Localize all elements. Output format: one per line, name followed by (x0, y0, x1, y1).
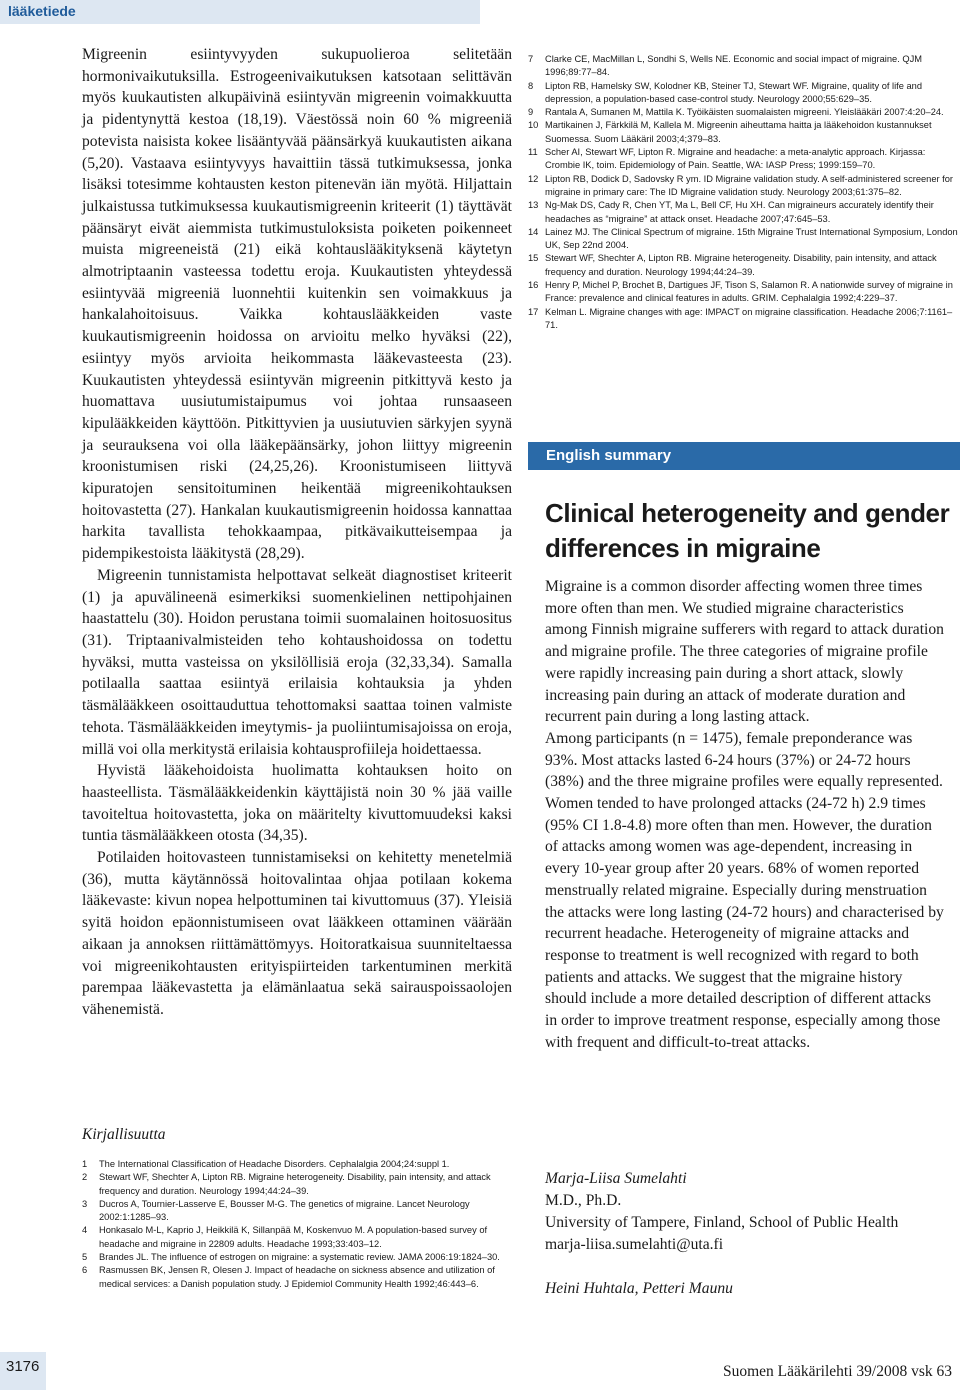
reference-text: Lainez MJ. The Clinical Spectrum of migraine. 15th Migraine Trust International Symposium, London UK, Sep 22nd 2004. (545, 226, 958, 251)
summary-title: Clinical heterogeneity and gender differences in migraine (545, 498, 950, 563)
author-name: Marja-Liisa Sumelahti (545, 1170, 687, 1187)
reference-number: 15 (528, 253, 539, 264)
reference-number: 16 (528, 280, 539, 291)
reference-number: 11 (528, 147, 538, 158)
reference-item (528, 306, 958, 333)
page-number: 3176 (6, 1358, 40, 1375)
reference-number: 3 (82, 1198, 88, 1209)
reference-text: Rasmussen BK, Jensen R, Olesen J. Impact of headache on sickness absence and utilization of medical services: a Danish population study. J Epidemiol Community Health 1992;46:443–6. (99, 1265, 495, 1289)
reference-text: Rantala A, Sumanen M, Mattila K. Työikäisten suomalaisten migreeni. Yleislääkäri 2007:4:20–24. (545, 107, 944, 118)
summary-label: English summary (546, 447, 672, 464)
summary-header-bar (528, 442, 960, 470)
section-label: lääketiede (8, 3, 76, 19)
reference-number: 12 (528, 173, 539, 184)
reference-text: Scher AI, Stewart WF, Lipton R. Migraine and headache: a meta-analytic approach. Kirjassa: Crombie IK, toim. Epidemiology of Pain. Seattle, WA: IASP Press; 1999:159–70. (545, 147, 926, 171)
reference-number: 13 (528, 200, 539, 211)
reference-number: 1 (82, 1159, 88, 1169)
reference-number: 17 (528, 306, 539, 317)
reference-number: 4 (82, 1225, 88, 1236)
journal-footer: Suomen Lääkärilehti 39/2008 vsk 63 (722, 1363, 952, 1380)
article-body (82, 44, 512, 1021)
reference-item (528, 106, 958, 119)
reference-number: 14 (528, 226, 539, 237)
reference-text: Lipton RB, Dodick D, Sadovsky R ym. ID Migraine validation study. A self-administered screener for migraine in primary care: The ID Migraine validation study. Neurology 2003;61:375–82. (545, 173, 954, 197)
reference-text: Lipton RB, Hamelsky SW, Kolodner KB, Steiner TJ, Stewart WF. Migraine, quality of life and depression, a population-based case-control study. Neurology 2000;55:629–35. (545, 80, 923, 104)
reference-text: Martikainen J, Färkkilä M, Kallela M. Migreenin aiheuttama haitta ja lääkehoidon kustannukset Suomessa. Suom Lääkäril 2003;4;379–83. (545, 120, 932, 144)
reference-text: Stewart WF, Shechter A, Lipton RB. Migraine heterogeneity. Disability, pain intensity, and attack frequency and duration. Neurology 1994;44:24–39. (99, 1172, 491, 1196)
reference-item (528, 119, 958, 146)
author-affiliation: University of Tampere, Finland, School of Public Health (545, 1214, 899, 1231)
body-paragraph: Hyvistä lääkehoidoista huolimatta kohtauksen hoito on haasteellista. Täsmälääkkeidenkin käyttäjistä noin 30 % jää vaille tavoiteltua hoitovastetta, joka on määritelty kivuttomuudeksi kaksi tuntia täsmälääkkeen otosta (34,35). (82, 762, 512, 845)
reference-text: Brandes JL. The influence of estrogen on migraine: a systematic review. JAMA 2006:19:1824–30. (99, 1252, 500, 1263)
reference-item (528, 80, 958, 107)
reference-item (82, 1158, 514, 1171)
reference-item (528, 53, 958, 80)
reference-item (528, 173, 958, 200)
body-paragraph: Migreenin tunnistamista helpottavat selkeät diagnostiset kriteerit (1) ja apuvälineenä esimerkiksi suomenkielinen nettipohjainen haastattelu (30). Hoidon perustana toimii suomalainen hoitosuositus (31). Triptaanivalmisteiden teho kohtaushoidossa on todettu hyväksi, mutta vasteissa on yksilöllisiä eroja (32,33,34). Samalla potilaalla saattaa esiintyä erilaisia kohtauksia ja yhden täsmälääkkeen osoittauduttua tehottomaksi saattaa toinen valmiste tehota. Täsmälääkkeiden imeytymis- ja puoliintumisajoissa on eroja, millä voi olla merkitystä erilaisia kohtausprofiileja hoidettaessa. (82, 566, 512, 758)
reference-item (528, 199, 958, 226)
author-email[interactable]: marja-liisa.sumelahti@uta.fi (545, 1236, 724, 1253)
reference-number: 7 (528, 54, 534, 64)
coauthors: Heini Huhtala, Petteri Maunu (545, 1280, 733, 1297)
reference-list-right (528, 53, 958, 332)
reference-number: 6 (82, 1265, 88, 1276)
reference-item (528, 146, 958, 173)
reference-item (528, 279, 958, 306)
reference-text: Henry P, Michel P, Brochet B, Dartigues JF, Tison S, Salamon R. A nationwide survey of migraine in France: prevalence and clinical features in adults. GRIM. Cephalalgia 1992;4:229–37. (545, 280, 953, 304)
reference-item (82, 1198, 514, 1225)
reference-item (82, 1251, 514, 1264)
reference-item (528, 252, 958, 279)
reference-item (82, 1264, 514, 1291)
summary-paragraph: Among participants (n = 1475), female preponderance was 93%. Most attacks lasted 6-24 hours (37%) or 24-72 hours (38%) and the three migraine profiles were equally represented. Women tended to have prolonged attacks (24-72 h) 2.9 times (95% CI 1.8-4.8) more often than men. However, the duration of attacks among women was age-dependent, increasing in every 10-year group after 20 years. 68% of women reported menstrually related migraine. Especially during menstruation the attacks were long lasting (24-72 hours) and characterised by recurrent headache. Heterogeneity of migraine attacks and response to treatment is well recognized with regard to both patients and attacks. We suggest that the migraine history should include a more detailed description of different attacks in order to improve treatment response, especially among those with frequent and difficult-to-treat attacks. (545, 729, 944, 1051)
section-header-bar (0, 0, 480, 24)
reference-list-left (82, 1158, 514, 1291)
reference-number: 8 (528, 80, 534, 91)
reference-text: Ng-Mak DS, Cady R, Chen YT, Ma L, Bell CF, Hu XH. Can migraineurs accurately identify their headaches as “migraine” at attack onset. Headache 2007;47:645–53. (545, 200, 934, 224)
reference-text: Ducros A, Tournier-Lasserve E, Bousser M-G. The genetics of migraine. Lancet Neurology 2002:1:1285–93. (99, 1198, 470, 1223)
reference-item (528, 226, 958, 253)
page-number-box (0, 1352, 46, 1390)
reference-number: 5 (82, 1252, 88, 1263)
reference-item (82, 1224, 514, 1251)
summary-body (545, 576, 945, 1053)
reference-number: 2 (82, 1172, 88, 1183)
reference-number: 9 (528, 107, 534, 118)
author-degree: M.D., Ph.D. (545, 1192, 622, 1209)
reference-text: Stewart WF, Shechter A, Lipton RB. Migraine heterogeneity. Disability, pain intensity, and attack frequency and duration. Neurology 1994;44:24–39. (545, 253, 937, 277)
references-heading: Kirjallisuutta (82, 1126, 166, 1143)
reference-item (82, 1171, 514, 1198)
body-paragraph: Potilaiden hoitovasteen tunnistamiseksi on kehitetty menetelmiä (36), mutta käytännössä hoitovalintaa ohjaa potilaan kokema lääkevaste: kivun nopea helpottuminen tai kivuttomuus (37). Yleisiä syitä hoidon epäonnistumiseen ovat lääkkeen ottaminen väärään aikaan ja annoksen riittämättömyys. Hoitoratkaisua suunniteltaessa voi migreenikohtausten erityispiirteiden tarkentuminen merkitä parempaa lääkevastetta ja elämänlaatua sekä sairauspoissaolojen vähenemistä. (82, 849, 512, 1018)
reference-text: Clarke CE, MacMillan L, Sondhi S, Wells NE. Economic and social impact of migraine. QJM 1996;89:77–84. (545, 54, 923, 78)
reference-text: Honkasalo M-L, Kaprio J, Heikkilä K, Sillanpää M, Koskenvuo M. A population-based survey of headache and migraine in 22809 adults. Headache 1993;33:403–12. (99, 1225, 488, 1249)
reference-text: Kelman L. Migraine changes with age: IMPACT on migraine classification. Headache 2006;7:1161–71. (545, 306, 953, 330)
author-block (545, 1168, 955, 1300)
summary-paragraph: Migraine is a common disorder affecting women three times more often than men. We studied migraine characteristics among Finnish migraine sufferers with regard to attack duration and migraine profile. The three categories of migraine profile were rapidly increasing pain during a short attack, slowly increasing pain during an attack of moderate duration and recurrent pain during a long lasting attack. (545, 578, 944, 726)
reference-text: The International Classification of Headache Disorders. Cephalalgia 2004;24:suppl 1. (99, 1159, 450, 1169)
reference-number: 10 (528, 120, 539, 131)
body-paragraph: Migreenin esiintyvyyden sukupuolieroa selitetään hormonivaikutuksilla. Estrogeenivaikutuksen katsotaan selittävän myös kuukautisten alkupäivinä esiintyvän migreenin voimakkuutta ja pidentynyttä kestoa (18,19). Väestössä noin 60 % migreeniä potevista naisista kokee lisääntyvää päänsärkyä kuukautisten aikana (5,20). Vastaava esiintyvyys havaittiin tässä tutkimuksessa, jonka lisäksi totesimme kohtausten keston pitenevän iän myötä. Hiljattain julkaistussa tutkimuksessa kuukautismigreenin kriteerit (1) täyttävät päänsäryt eivät aiemmista tutkimustuloksista poiketen poikenneet muista migreeneistä (21) eikä kohtauslääkityksenä käytetyn almotriptaanin vasteessa todettu eroja. Kuukautisten yhteydessä esiintyvää migreeniä luonnehtii kuitenkin sen voimakkuus ja hankalahoitoisuus. Vaikka kohtauslääkkeiden vaste kuukautismigreenin hoidossa on arvioitu melko hyväksi (22), esiintyy myös arvioita heikommasta lääkevasteesta (23). Kuukautisten yhteydessä esiintyvän migreenin pitkittyvä kesto ja huomattava uusiutumistaipumus voi johtaa runsaaseen kipulääkkeiden käyttöön. Pitkittyvien ja uusiutuvien särkyjen syynä ja seurauksena voi olla lääkepäänsärky, johon liittyy migreenin kroonistumisen riski (24,25,26). Kroonistumiseen liittyvä kipuratojen sensitoituminen heikentää migreenikohtauksen hoitovastetta (27). Hankalan kuukautismigreenin hoidossa kannattaa harkita tavallista tehokkaampaa, pitkävaikutteisempaa ja pidempikestoista lääkitystä (28,29). (82, 46, 512, 563)
